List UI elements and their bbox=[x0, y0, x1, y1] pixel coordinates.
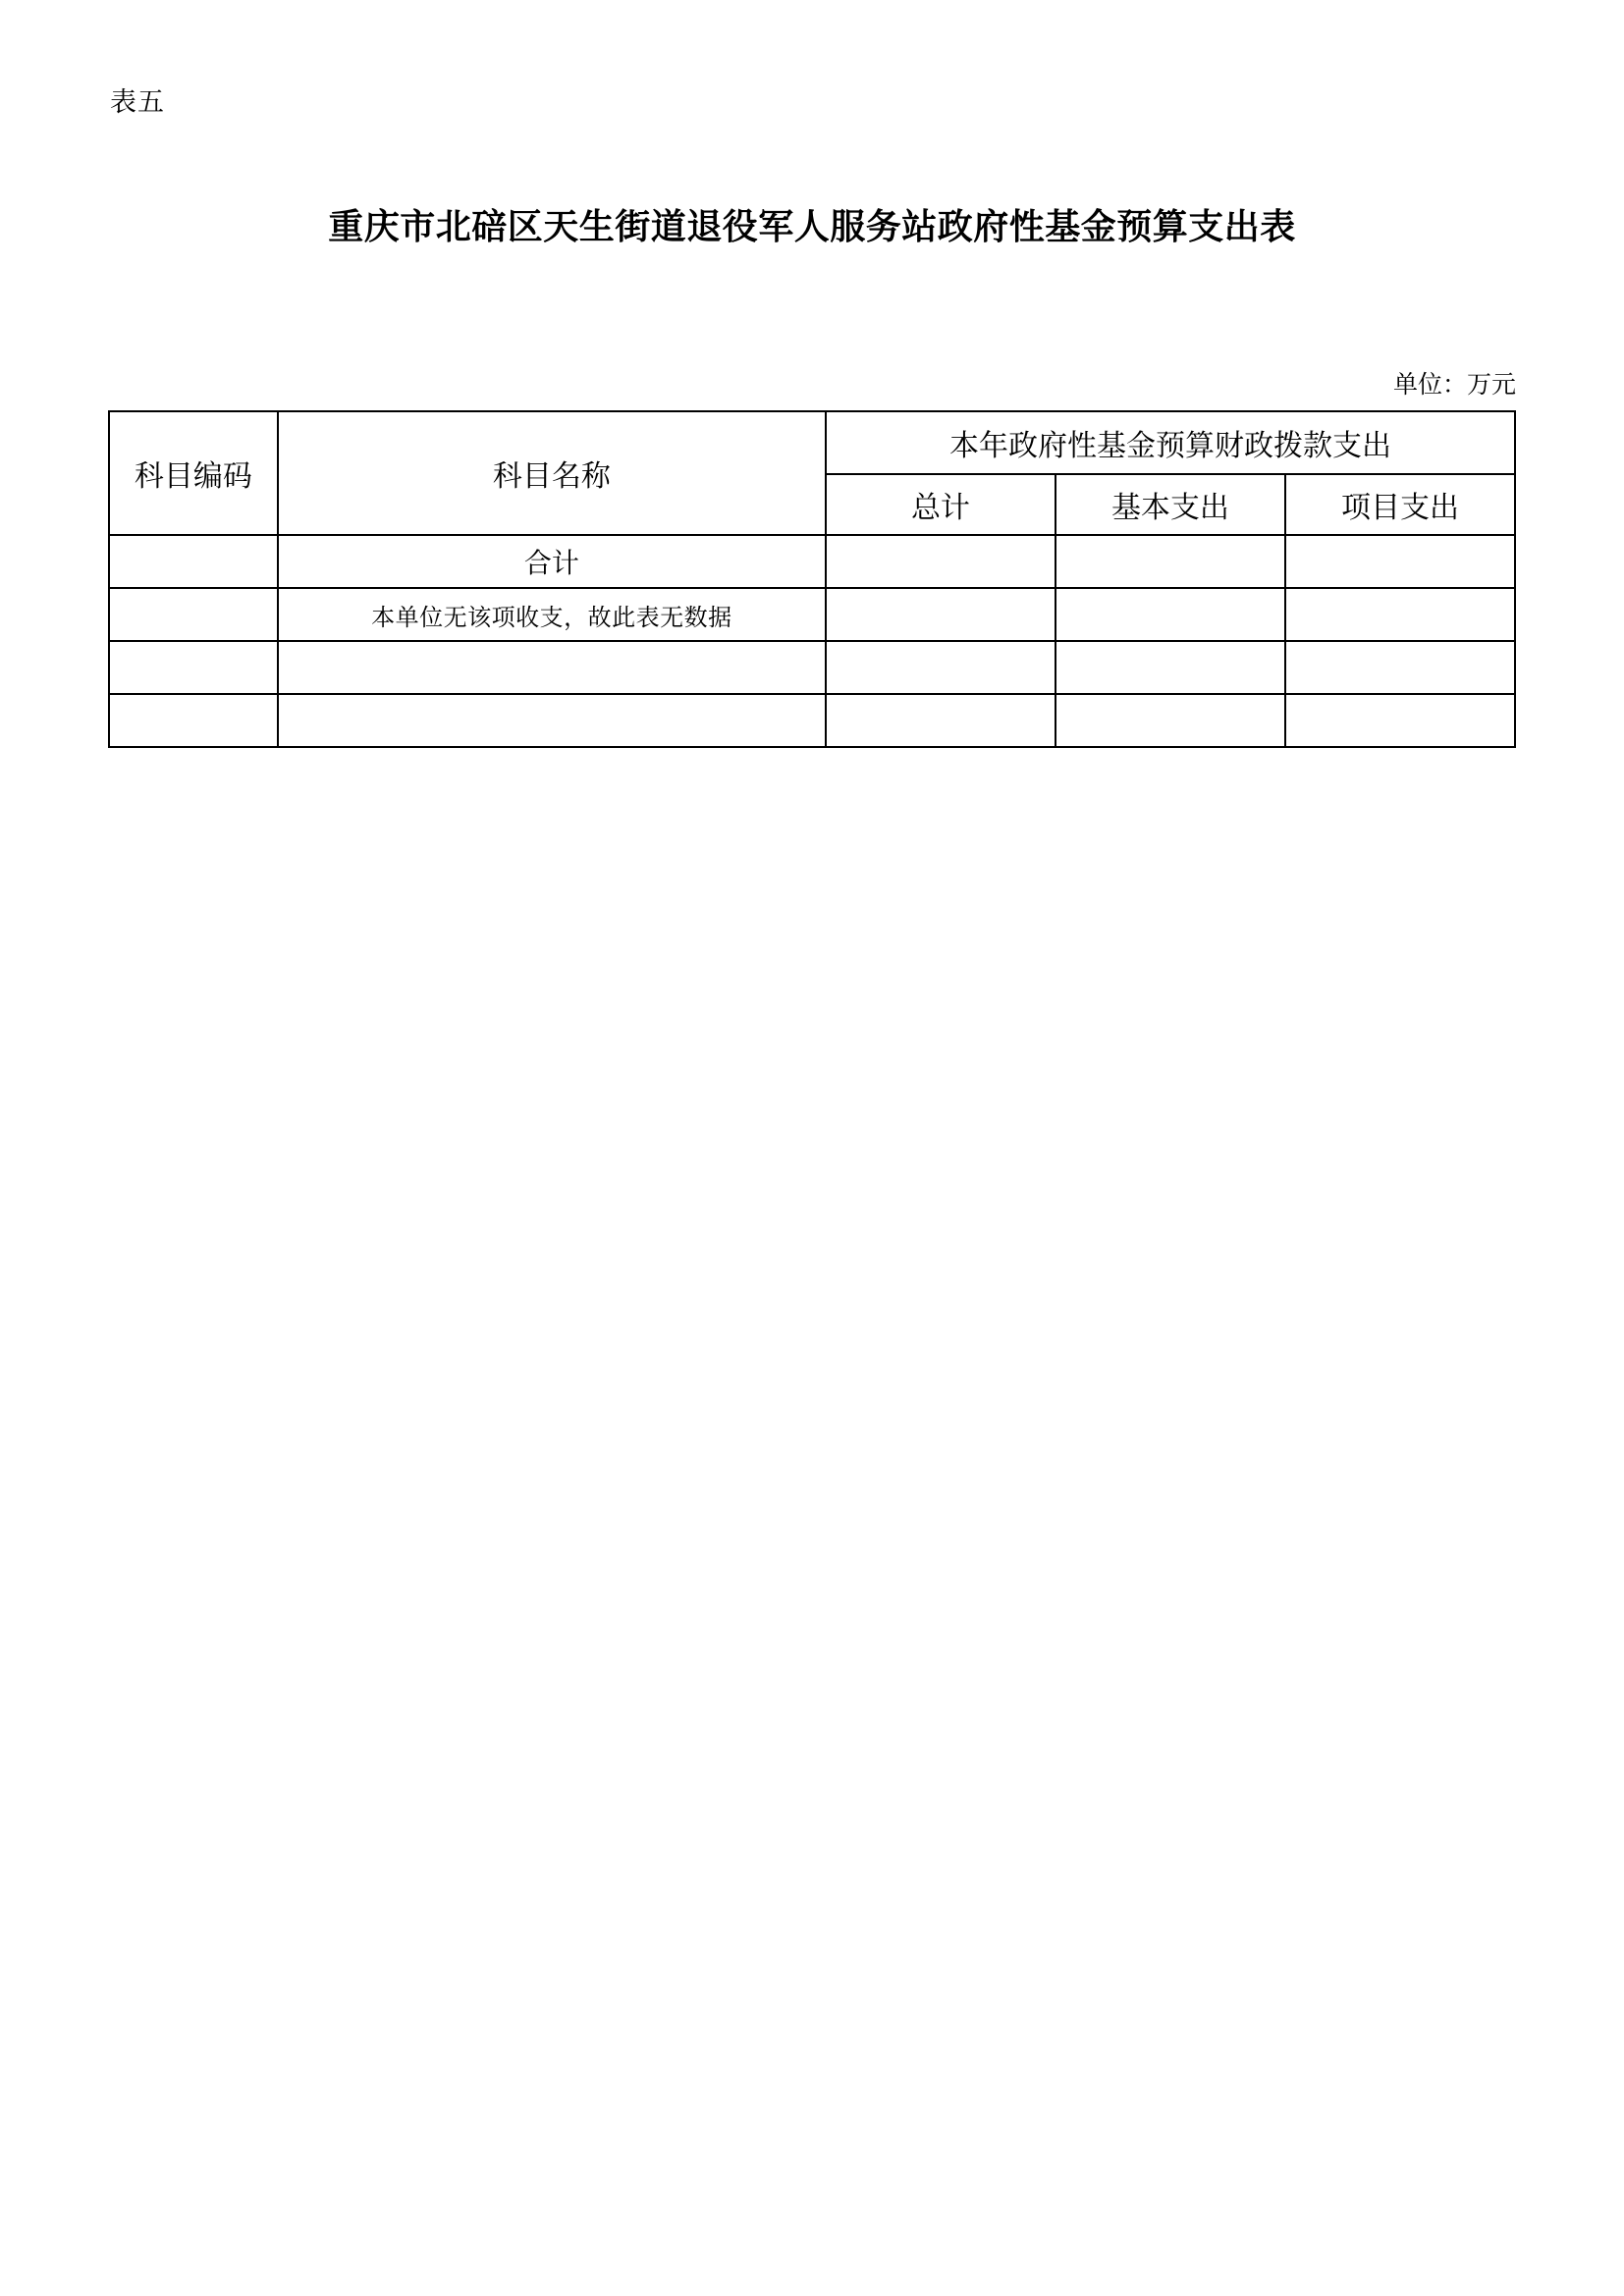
cell-project bbox=[1285, 641, 1515, 694]
cell-basic bbox=[1056, 535, 1285, 588]
table-row bbox=[109, 588, 1515, 641]
unit-note: 单位：万元 bbox=[1392, 370, 1516, 399]
cell-basic bbox=[1056, 694, 1285, 747]
column-header-project: 项目支出 bbox=[1285, 474, 1515, 535]
page-title: 重庆市北碚区天生街道退役军人服务站政府性基金预算支出表 bbox=[328, 207, 1296, 246]
budget-table bbox=[108, 410, 1516, 748]
column-header-basic: 基本支出 bbox=[1056, 474, 1285, 535]
column-header-group: 本年政府性基金预算财政拨款支出 bbox=[826, 411, 1515, 474]
cell-project bbox=[1285, 588, 1515, 641]
table-header bbox=[109, 411, 1515, 535]
cell-basic bbox=[1056, 588, 1285, 641]
sheet-label: 表五 bbox=[110, 87, 165, 118]
cell-total bbox=[826, 641, 1056, 694]
cell-name bbox=[278, 641, 826, 694]
cell-name: 本单位无该项收支，故此表无数据 bbox=[278, 588, 826, 641]
cell-basic bbox=[1056, 641, 1285, 694]
cell-code bbox=[109, 641, 278, 694]
cell-total bbox=[826, 588, 1056, 641]
cell-code bbox=[109, 694, 278, 747]
cell-name bbox=[278, 694, 826, 747]
cell-name: 合计 bbox=[278, 535, 826, 588]
cell-project bbox=[1285, 535, 1515, 588]
table-body bbox=[109, 535, 1515, 747]
column-header-code: 科目编码 bbox=[109, 411, 278, 535]
cell-code bbox=[109, 588, 278, 641]
column-header-total: 总计 bbox=[826, 474, 1056, 535]
cell-project bbox=[1285, 694, 1515, 747]
column-header-name: 科目名称 bbox=[278, 411, 826, 535]
table-header-row-1 bbox=[109, 411, 1515, 474]
table-row bbox=[109, 535, 1515, 588]
table-row bbox=[109, 641, 1515, 694]
budget-table-wrapper bbox=[108, 410, 1516, 748]
cell-code bbox=[109, 535, 278, 588]
cell-total bbox=[826, 535, 1056, 588]
table-row bbox=[109, 694, 1515, 747]
cell-total bbox=[826, 694, 1056, 747]
